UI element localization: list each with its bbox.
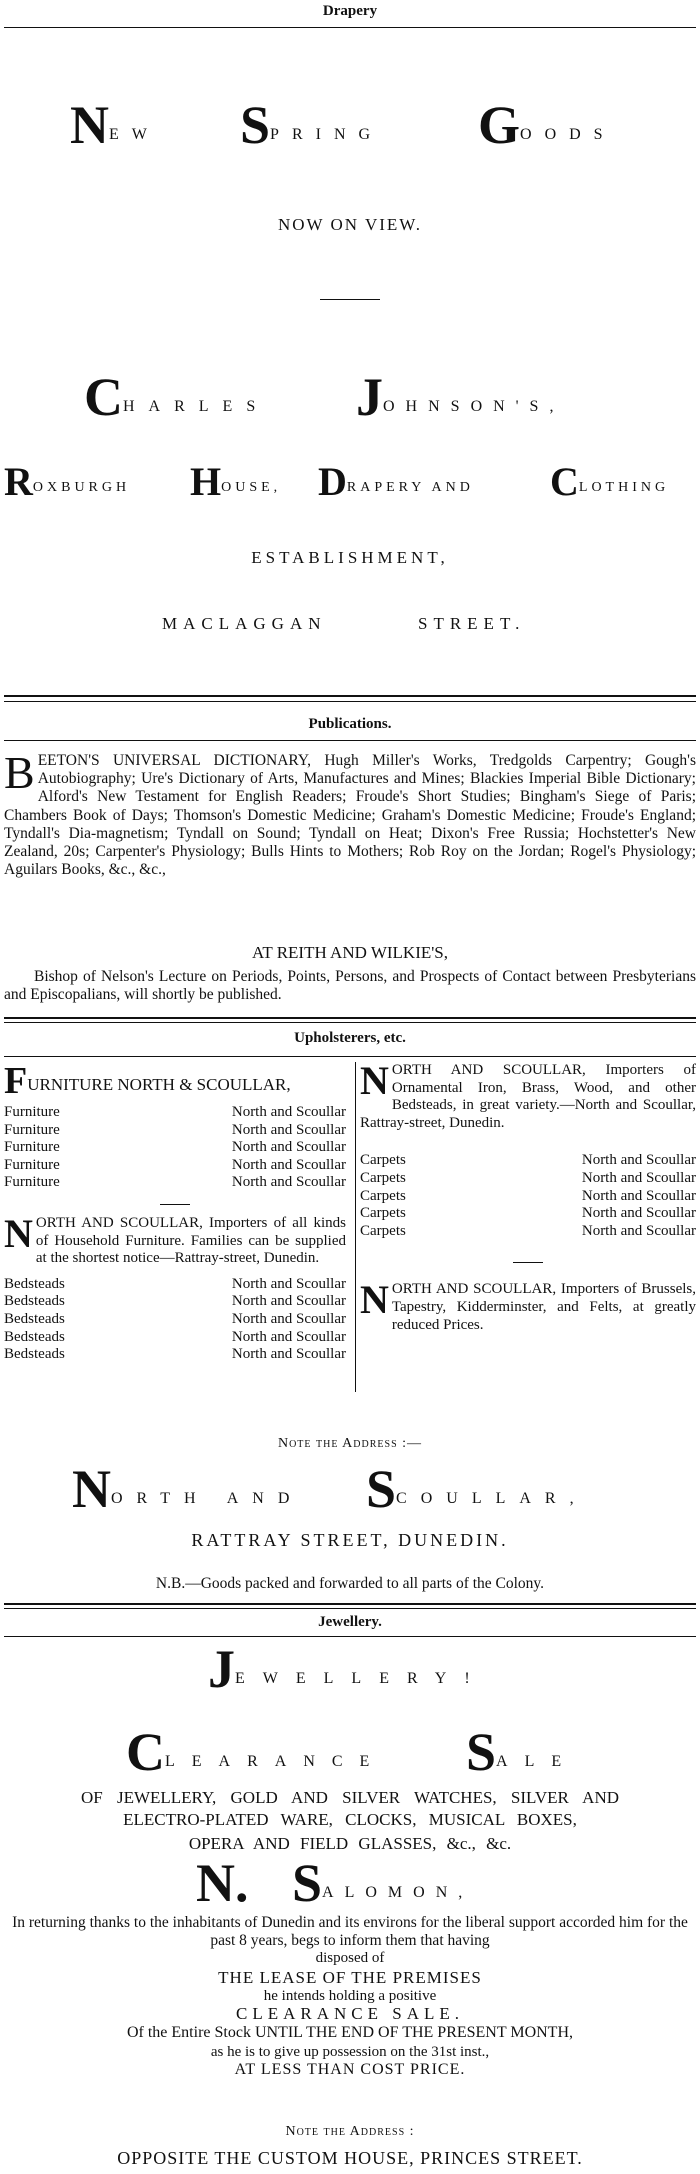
disposed-text: disposed of <box>315 1950 385 1966</box>
jewellery-address: OPPOSITE THE CUSTOM HOUSE, PRINCES STREET. <box>117 2148 583 2168</box>
publications-bottom-rule <box>4 1017 696 1019</box>
carpets-list <box>360 1152 696 1240</box>
less-than-cost-text: AT LESS THAN COST PRICE. <box>234 2061 466 2078</box>
goods-line-1: OF JEWELLERY, GOLD AND SILVER WATCHES, SILVER AND <box>80 1788 619 1807</box>
jewellery-section-heading: Jewellery. <box>318 1614 382 1630</box>
upholsterers-section-heading: Upholsterers, etc. <box>294 1030 406 1046</box>
lease-text: THE LEASE OF THE PREMISES <box>218 1968 482 1987</box>
goods-line-3: OPERA AND FIELD GLASSES, &c., &c. <box>188 1834 512 1853</box>
publications-drop-cap: B <box>4 747 35 798</box>
list-item: Furniture North and Scoullar <box>4 1104 346 1120</box>
publications-section-heading: Publications. <box>308 716 392 732</box>
give-up-text: as he is to give up possession on the 31st inst., <box>210 2044 490 2060</box>
publications-note: Bishop of Nelson's Lecture on Periods, Points, Persons, and Prospects of Contact between Presbyterians and Episcopalians, will shortly be published. <box>4 968 696 1004</box>
clearance-sale-text: CLEARANCE SALE. <box>236 2004 464 2023</box>
note-address-label: Note the Address :— <box>277 1436 423 1451</box>
list-item: Bedsteads North and Scoullar <box>4 1346 346 1363</box>
list-item: Carpets North and Scoullar <box>360 1152 696 1169</box>
merchant-name: CHARLES JOHNSON'S, <box>84 367 565 427</box>
jewellery-headline: JEWELLERY! <box>208 1639 488 1699</box>
intends-text: he intends holding a positive <box>263 1988 437 2004</box>
drapery-section-heading: Drapery <box>322 3 378 19</box>
list-item: Bedsteads North and Scoullar <box>4 1293 346 1310</box>
furniture-list <box>4 1104 346 1192</box>
publications-body: EETON'S UNIVERSAL DICTIONARY, Hugh Miller's Works, Tredgolds Carpentry; Gough's Autobiography; Ure's Dictionary of Arts, Manufactures and Mines; Blackies Imperial Bible Dictionary; Alford's New Testament for English Readers; Froude's Short Studies; Bingham's Siege of Paris; Chambers Book of Days; Thomson's Domestic Medicine; Graham's Domestic Medicine; Froude's England; Tyndall's Dia-magnetism; Tyndall on Sound; Tyndall on Heat; Dixon's Free Russia; Hochstetter's New Zealand, 20s; Carpenter's Physiology; Bulls Hints to Mothers; Rob Roy on the Jordan; Rogel's Physiology; Aguilars Books, &c., &c., <box>4 752 696 879</box>
furniture-title: FURNITURE NORTH & SCOULLAR, <box>4 1060 291 1102</box>
list-item: Bedsteads North and Scoullar <box>4 1328 346 1345</box>
now-on-view: NOW ON VIEW. <box>277 215 423 234</box>
clearance-sale-headline: CLEARANCE SALE <box>126 1722 579 1782</box>
drapery-top-rule <box>4 27 696 28</box>
bedsteads-notice: NORTH AND SCOULLAR, Importers of Ornamental Iron, Brass, Wood, and other Bedsteads, in great variety.—North and Scoullar, Rattray-street, Dunedin. <box>360 1058 696 1131</box>
drapery-short-rule <box>320 299 380 300</box>
list-item: Furniture North and Scoullar <box>4 1174 346 1191</box>
list-item: Carpets North and Scoullar <box>360 1222 696 1239</box>
jewellery-note-label: Note the Address : <box>285 2124 415 2139</box>
column-divider <box>355 1062 356 1392</box>
goods-line-2: ELECTRO-PLATED WARE, CLOCKS, MUSICAL BOXES, <box>123 1810 577 1829</box>
list-item: Carpets North and Scoullar <box>360 1205 696 1222</box>
drapery-bottom-rule-2 <box>4 701 696 702</box>
firm-street: RATTRAY STREET, DUNEDIN. <box>191 1530 509 1550</box>
seller-name: N. SALOMON, <box>196 1853 474 1913</box>
bedsteads-list <box>4 1276 346 1364</box>
entire-stock-text: Of the Entire Stock UNTIL THE END OF THE PRESENT MONTH, <box>126 2024 574 2041</box>
left-short-rule <box>160 1204 190 1205</box>
publications-at: AT REITH AND WILKIE'S, <box>251 943 449 962</box>
publications-bottom-rule-2 <box>4 1022 696 1023</box>
firm-nb: N.B.—Goods packed and forwarded to all parts of the Colony. <box>155 1575 545 1592</box>
right-short-rule <box>513 1262 543 1263</box>
drapery-headline: NEW SPRING GOODS <box>70 95 616 155</box>
upholsterers-bottom-rule-2 <box>4 1608 696 1609</box>
list-item: Furniture North and Scoullar <box>4 1121 346 1138</box>
list-item: Carpets North and Scoullar <box>360 1169 696 1186</box>
carpets-notice: NORTH AND SCOULLAR, Importers of Brussels, Tapestry, Kidderminster, and Felts, at greatly reduced Prices. <box>360 1277 696 1333</box>
street-name: MACLAGGAN <box>162 614 327 633</box>
street-word: STREET. <box>418 614 526 633</box>
list-item: Furniture North and Scoullar <box>4 1139 346 1156</box>
publications-top-rule <box>4 740 696 741</box>
list-item: Bedsteads North and Scoullar <box>4 1275 346 1292</box>
house-line: ROXBURGH HOUSE, DRAPERY AND CLOTHING <box>4 459 670 504</box>
jewellery-top-rule <box>4 1636 696 1637</box>
upholsterers-bottom-rule <box>4 1603 696 1605</box>
household-furniture-notice: NORTH AND SCOULLAR, Importers of all kinds of Household Furniture. Families can be supplied at the shortest notice—Rattray-street, Dunedin. <box>4 1210 346 1267</box>
establishment: ESTABLISHMENT, <box>251 548 449 567</box>
firm-headline: NORTH AND SCOULLAR, <box>72 1459 588 1519</box>
right-column <box>360 1058 696 1334</box>
list-item: Furniture North and Scoullar <box>4 1156 346 1173</box>
thanks-text: In returning thanks to the inhabitants of Dunedin and its environs for the liberal support accorded him for the past 8 years, begs to inform them that having <box>12 1914 688 1949</box>
drapery-bottom-rule <box>4 695 696 697</box>
list-item: Bedsteads North and Scoullar <box>4 1310 346 1327</box>
left-column <box>4 1060 346 1364</box>
upholsterers-top-rule <box>4 1056 696 1057</box>
publications-notice <box>4 747 696 879</box>
list-item: Carpets North and Scoullar <box>360 1187 696 1204</box>
